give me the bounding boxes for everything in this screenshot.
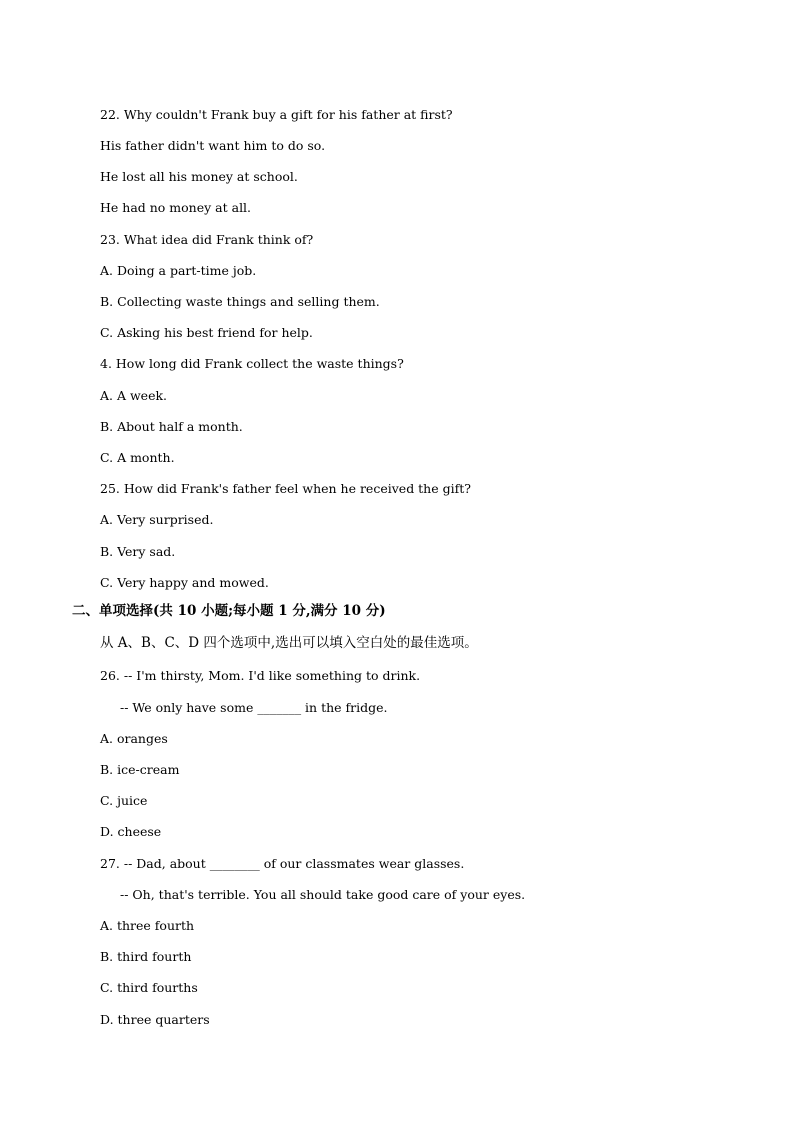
question-25: 25. How did Frank's father feel when he received the gift? xyxy=(100,481,471,496)
question-27-option-a: A. three fourth xyxy=(100,918,195,933)
question-24-option-a: A. A week. xyxy=(100,388,168,403)
question-24: 4. How long did Frank collect the waste things? xyxy=(100,356,404,371)
question-26-option-d: D. cheese xyxy=(100,824,162,839)
question-22-option: He had no money at all. xyxy=(100,200,252,215)
section-instruction: 从 A、B、C、D 四个选项中,选出可以填入空白处的最佳选项。 xyxy=(100,635,478,651)
section-heading: 二、单项选择(共 10 小题;每小题 1 分,满分 10 分) xyxy=(72,603,386,619)
question-26-response: -- We only have some _______ in the fridge. xyxy=(120,700,388,715)
question-26-option-a: A. oranges xyxy=(100,731,168,746)
question-23: 23. What idea did Frank think of? xyxy=(100,232,314,247)
question-27: 27. -- Dad, about ________ of our classmates wear glasses. xyxy=(100,856,465,871)
question-26-option-b: B. ice-cream xyxy=(100,762,180,777)
question-25-option-c: C. Very happy and mowed. xyxy=(100,575,269,590)
question-26: 26. -- I'm thirsty, Mom. I'd like something to drink. xyxy=(100,668,421,683)
question-22-option: He lost all his money at school. xyxy=(100,169,298,184)
question-22-option: His father didn't want him to do so. xyxy=(100,138,326,153)
question-27-response: -- Oh, that's terrible. You all should take good care of your eyes. xyxy=(120,887,526,902)
question-27-option-b: B. third fourth xyxy=(100,949,192,964)
question-24-option-c: C. A month. xyxy=(100,450,175,465)
question-22: 22. Why couldn't Frank buy a gift for his father at first? xyxy=(100,107,453,122)
question-23-option-c: C. Asking his best friend for help. xyxy=(100,325,313,340)
question-23-option-b: B. Collecting waste things and selling them. xyxy=(100,294,380,309)
question-24-option-b: B. About half a month. xyxy=(100,419,243,434)
question-23-option-a: A. Doing a part-time job. xyxy=(100,263,257,278)
question-27-option-c: C. third fourths xyxy=(100,980,198,995)
question-25-option-a: A. Very surprised. xyxy=(100,512,214,527)
question-26-option-c: C. juice xyxy=(100,793,148,808)
question-25-option-b: B. Very sad. xyxy=(100,544,176,559)
question-27-option-d: D. three quarters xyxy=(100,1012,210,1027)
